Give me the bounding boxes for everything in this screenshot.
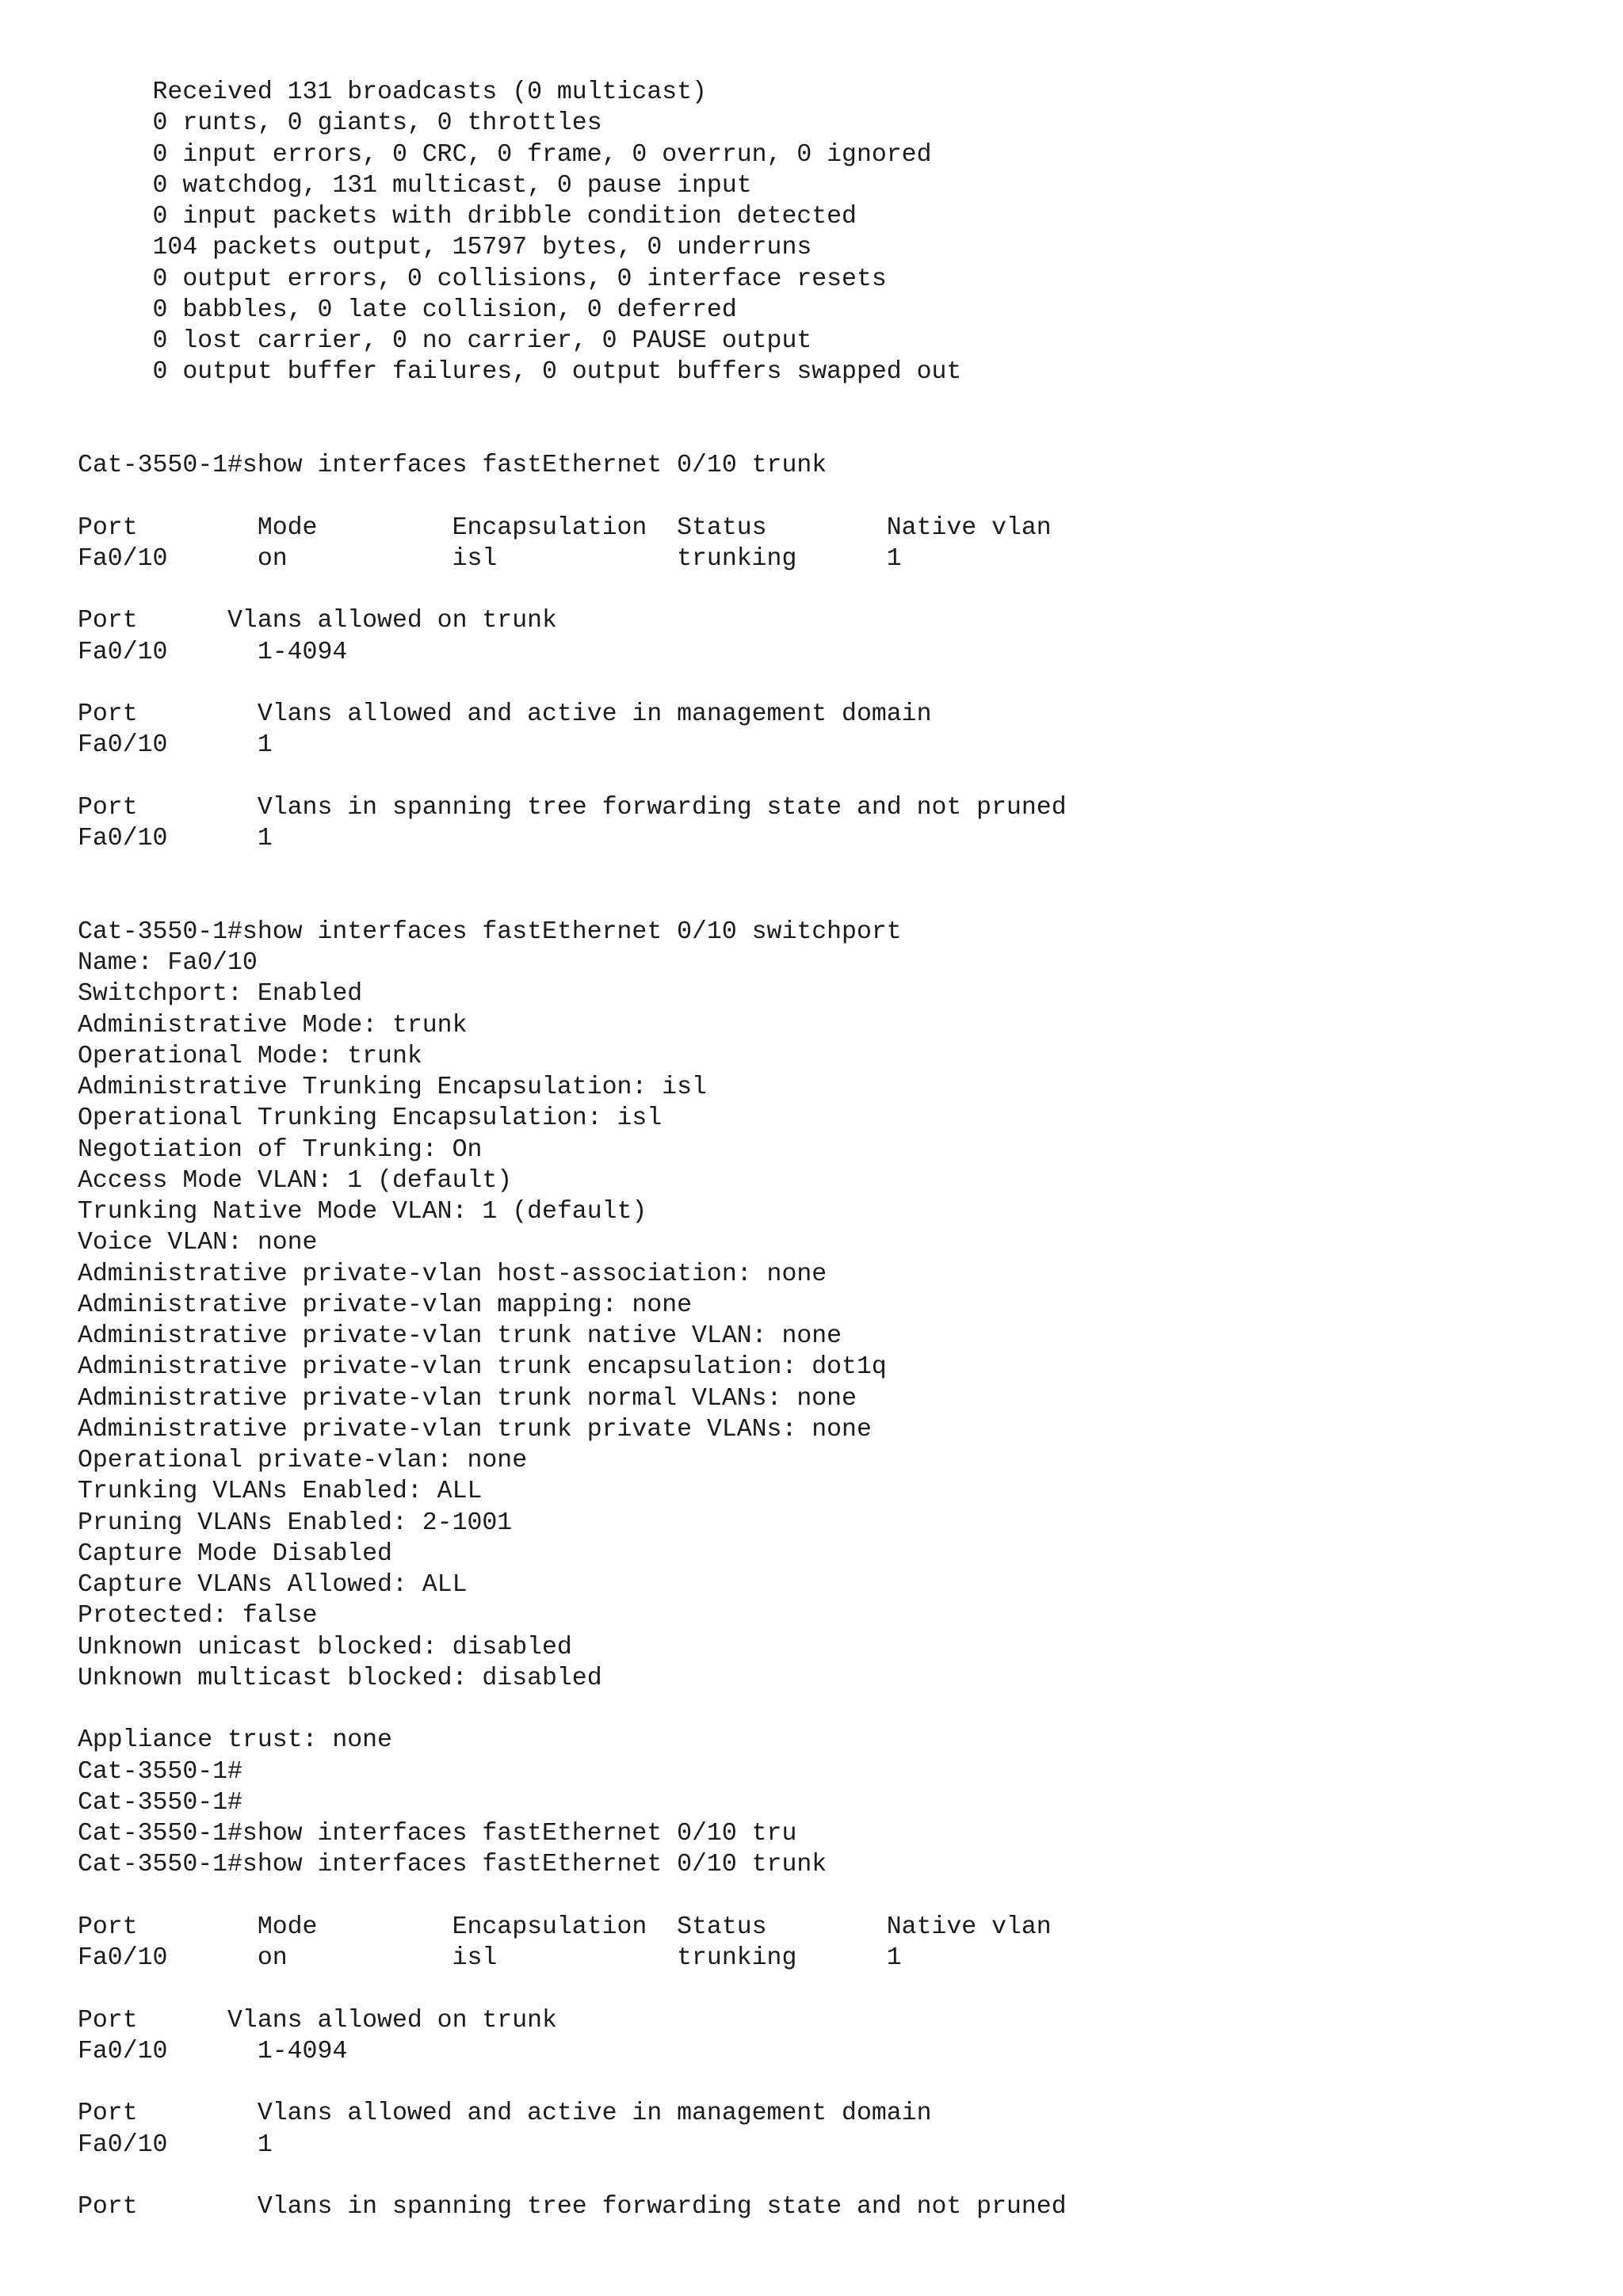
output-line: Pruning VLANs Enabled: 2-1001 — [78, 1508, 513, 1537]
output-line: Appliance trust: none — [78, 1726, 392, 1755]
output-line: Fa0/10 on isl trunking 1 — [78, 1944, 902, 1972]
output-line — [78, 1974, 1583, 2004]
output-line: Fa0/10 1 — [78, 825, 273, 852]
output-line: Received 131 broadcasts (0 multicast) — [78, 78, 707, 106]
output-line: Unknown multicast blocked: disabled — [78, 1664, 602, 1692]
output-line — [78, 886, 1583, 917]
output-line: Fa0/10 on isl trunking 1 — [78, 544, 902, 573]
output-line: 0 output buffer failures, 0 output buffers swapped out — [78, 358, 962, 387]
output-line: Port Vlans in spanning tree forwarding state and not pruned — [78, 793, 1067, 822]
output-line: Port Vlans allowed on trunk — [78, 607, 557, 635]
output-line: Fa0/10 1 — [78, 731, 273, 760]
output-line: Port Mode Encapsulation Status Native vlan — [78, 513, 1052, 542]
output-line: Fa0/10 1-4094 — [78, 2037, 348, 2065]
output-line — [78, 1881, 1583, 1912]
output-line: Negotiation of Trunking: On — [78, 1135, 483, 1164]
output-line: Trunking VLANs Enabled: ALL — [78, 1478, 483, 1506]
output-line: Voice VLAN: none — [78, 1229, 318, 1257]
output-line: Capture VLANs Allowed: ALL — [78, 1571, 468, 1599]
output-line: Port Vlans in spanning tree forwarding state and not pruned — [78, 2193, 1067, 2221]
command-line: Cat-3550-1#show interfaces fastEthernet 0/10 tru — [78, 1820, 797, 1848]
output-line: 0 input errors, 0 CRC, 0 frame, 0 overrun, 0 ignored — [78, 140, 932, 169]
output-line: 0 runts, 0 giants, 0 throttles — [78, 109, 602, 138]
output-line — [78, 481, 1583, 512]
output-line: Administrative private-vlan trunk private VLANs: none — [78, 1415, 872, 1444]
output-line: 104 packets output, 15797 bytes, 0 underruns — [78, 234, 812, 262]
output-line: Administrative private-vlan trunk native VLAN: none — [78, 1322, 842, 1350]
output-line: Trunking Native Mode VLAN: 1 (default) — [78, 1198, 647, 1226]
output-line: Operational Mode: trunk — [78, 1042, 422, 1070]
output-line: Unknown unicast blocked: disabled — [78, 1633, 572, 1661]
output-line: Port Vlans allowed on trunk — [78, 2006, 557, 2035]
output-line: 0 lost carrier, 0 no carrier, 0 PAUSE output — [78, 327, 812, 355]
output-line: Port Vlans allowed and active in management domain — [78, 2100, 932, 2128]
output-line: 0 babbles, 0 late collision, 0 deferred — [78, 296, 737, 324]
output-line: Fa0/10 1 — [78, 2130, 273, 2159]
command-line: Cat-3550-1# — [78, 1788, 242, 1817]
terminal-output — [78, 77, 1583, 2222]
output-line: Fa0/10 1-4094 — [78, 638, 348, 666]
output-line — [78, 2161, 1583, 2191]
output-line — [78, 2067, 1583, 2098]
output-line: Administrative private-vlan host-association: none — [78, 1260, 827, 1288]
output-line — [78, 1694, 1583, 1725]
output-line — [78, 388, 1583, 419]
output-line: Switchport: Enabled — [78, 980, 363, 1009]
output-line: Name: Fa0/10 — [78, 949, 258, 977]
output-line — [78, 668, 1583, 699]
output-line: 0 output errors, 0 collisions, 0 interface resets — [78, 265, 887, 293]
output-line: Administrative Trunking Encapsulation: isl — [78, 1074, 707, 1101]
output-line: Administrative Mode: trunk — [78, 1011, 468, 1039]
output-line: Port Vlans allowed and active in management domain — [78, 700, 932, 728]
output-line: 0 input packets with dribble condition detected — [78, 203, 857, 231]
output-line: Capture Mode Disabled — [78, 1539, 392, 1568]
output-line — [78, 574, 1583, 605]
output-line: Operational Trunking Encapsulation: isl — [78, 1104, 663, 1133]
output-line — [78, 761, 1583, 792]
command-line: Cat-3550-1#show interfaces fastEthernet 0/10 trunk — [78, 452, 827, 479]
output-line: Administrative private-vlan trunk normal VLANs: none — [78, 1384, 857, 1413]
output-line: Administrative private-vlan trunk encapsulation: dot1q — [78, 1353, 887, 1382]
output-line: 0 watchdog, 131 multicast, 0 pause input — [78, 171, 752, 200]
output-line: Operational private-vlan: none — [78, 1447, 528, 1474]
output-line: Port Mode Encapsulation Status Native vlan — [78, 1913, 1052, 1941]
command-line: Cat-3550-1# — [78, 1757, 242, 1786]
output-line: Protected: false — [78, 1602, 318, 1630]
output-line: Access Mode VLAN: 1 (default) — [78, 1166, 513, 1195]
command-line: Cat-3550-1#show interfaces fastEthernet 0/10 switchport — [78, 917, 902, 946]
output-line: Administrative private-vlan mapping: none — [78, 1291, 693, 1319]
output-line — [78, 419, 1583, 450]
command-line: Cat-3550-1#show interfaces fastEthernet 0/10 trunk — [78, 1851, 827, 1879]
output-line — [78, 854, 1583, 885]
